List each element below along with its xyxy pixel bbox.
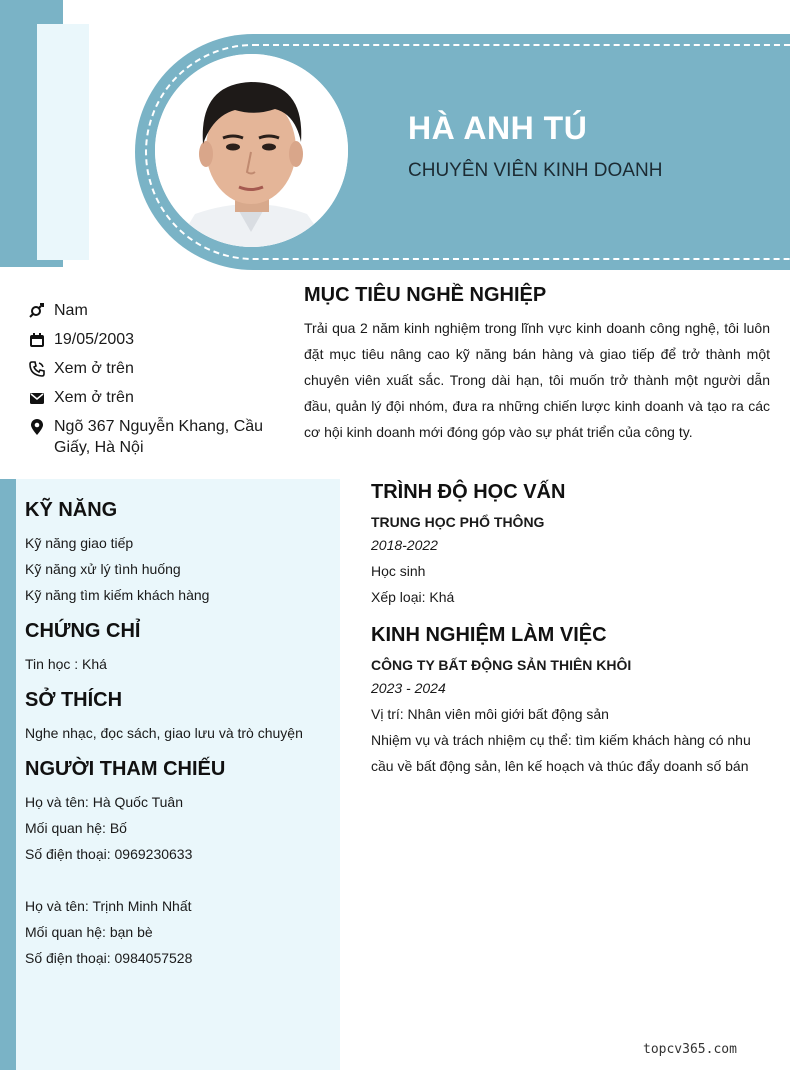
left-column-strip bbox=[0, 479, 16, 1070]
education-grade: Xếp loại: Khá bbox=[371, 589, 455, 605]
right-column bbox=[371, 481, 771, 793]
education-heading: TRÌNH ĐỘ HỌC VẤN bbox=[371, 481, 566, 503]
address-value: Ngõ 367 Nguyễn Khang, Cầu Giấy, Hà Nội bbox=[54, 418, 264, 456]
gender-value: Nam bbox=[54, 302, 88, 319]
certificates-section bbox=[25, 620, 340, 677]
gender-icon bbox=[28, 300, 46, 321]
hobbies-section bbox=[25, 689, 340, 746]
experience-position: Vị trí: Nhân viên môi giới bất động sản bbox=[371, 706, 609, 722]
reference-phone: Số điện thoại: 0984057528 bbox=[25, 950, 193, 966]
hobbies-heading: SỞ THÍCH bbox=[25, 689, 123, 711]
candidate-name: HÀ ANH TÚ bbox=[408, 110, 588, 146]
reference-name: Họ và tên: Hà Quốc Tuân bbox=[25, 794, 183, 810]
education-section bbox=[371, 481, 771, 610]
references-heading: NGƯỜI THAM CHIẾU bbox=[25, 758, 226, 780]
hobby-item: Nghe nhạc, đọc sách, giao lưu và trò chuyện bbox=[25, 725, 303, 741]
watermark: topcv365.com bbox=[643, 1042, 737, 1057]
certificates-heading: CHỨNG CHỈ bbox=[25, 620, 141, 642]
skills-heading: KỸ NĂNG bbox=[25, 499, 118, 521]
objective-text: Trải qua 2 năm kinh nghiệm trong lĩnh vực kinh doanh công nghệ, tôi luôn đặt mục tiêu nâng cao kỹ năng bán hàng và giao tiếp để trở thành một chuyên viên xuất sắc. Trong dài hạn, tôi muốn trở thành một người dẫn đầu, quản lý đội nhóm, đưa ra những chiến lược kinh doanh và tạo ra các cơ hội kinh doanh mới đóng góp vào sự phát triển của công ty. bbox=[304, 320, 770, 440]
candidate-title: CHUYÊN VIÊN KINH DOANH bbox=[408, 160, 663, 181]
calendar-icon bbox=[28, 329, 46, 350]
education-school: TRUNG HỌC PHỔ THÔNG bbox=[371, 514, 545, 530]
contact-info bbox=[28, 300, 268, 466]
reference-spacer bbox=[25, 867, 340, 893]
avatar-portrait bbox=[155, 54, 348, 247]
left-column bbox=[16, 479, 340, 1070]
education-role: Học sinh bbox=[371, 563, 426, 579]
contact-address bbox=[28, 416, 268, 458]
experience-section bbox=[371, 624, 771, 779]
birthday-value: 19/05/2003 bbox=[54, 331, 135, 348]
contact-gender bbox=[28, 300, 268, 321]
experience-heading: KINH NGHIỆM LÀM VIỆC bbox=[371, 624, 607, 646]
phone-icon bbox=[28, 358, 46, 379]
email-value: Xem ở trên bbox=[54, 389, 134, 406]
career-objective bbox=[304, 284, 770, 445]
contact-birthday bbox=[28, 329, 268, 350]
experience-company: CÔNG TY BẤT ĐỘNG SẢN THIÊN KHÔI bbox=[371, 657, 632, 673]
references-section bbox=[25, 758, 340, 971]
experience-period: 2023 - 2024 bbox=[371, 680, 446, 696]
skill-item: Kỹ năng xử lý tình huống bbox=[25, 561, 181, 577]
reference-phone: Số điện thoại: 0969230633 bbox=[25, 846, 193, 862]
certificate-item: Tin học : Khá bbox=[25, 656, 107, 672]
location-icon bbox=[28, 416, 46, 437]
reference-relation: Mối quan hệ: bạn bè bbox=[25, 924, 153, 940]
education-period: 2018-2022 bbox=[371, 537, 438, 553]
reference-relation: Mối quan hệ: Bố bbox=[25, 820, 127, 836]
header-deco-panel bbox=[37, 24, 89, 260]
skills-section bbox=[25, 499, 340, 608]
mail-icon bbox=[28, 387, 46, 408]
contact-phone bbox=[28, 358, 268, 379]
phone-value: Xem ở trên bbox=[54, 360, 134, 377]
experience-duties: Nhiệm vụ và trách nhiệm cụ thể: tìm kiếm khách hàng có nhu cầu về bất động sản, lên kế hoạch và thúc đẩy doanh số bán bbox=[371, 732, 751, 774]
reference-name: Họ và tên: Trịnh Minh Nhất bbox=[25, 898, 192, 914]
skill-item: Kỹ năng giao tiếp bbox=[25, 535, 134, 551]
objective-heading: MỤC TIÊU NGHỀ NGHIỆP bbox=[304, 284, 547, 306]
avatar bbox=[155, 54, 348, 247]
skill-item: Kỹ năng tìm kiếm khách hàng bbox=[25, 587, 210, 603]
contact-email bbox=[28, 387, 268, 408]
